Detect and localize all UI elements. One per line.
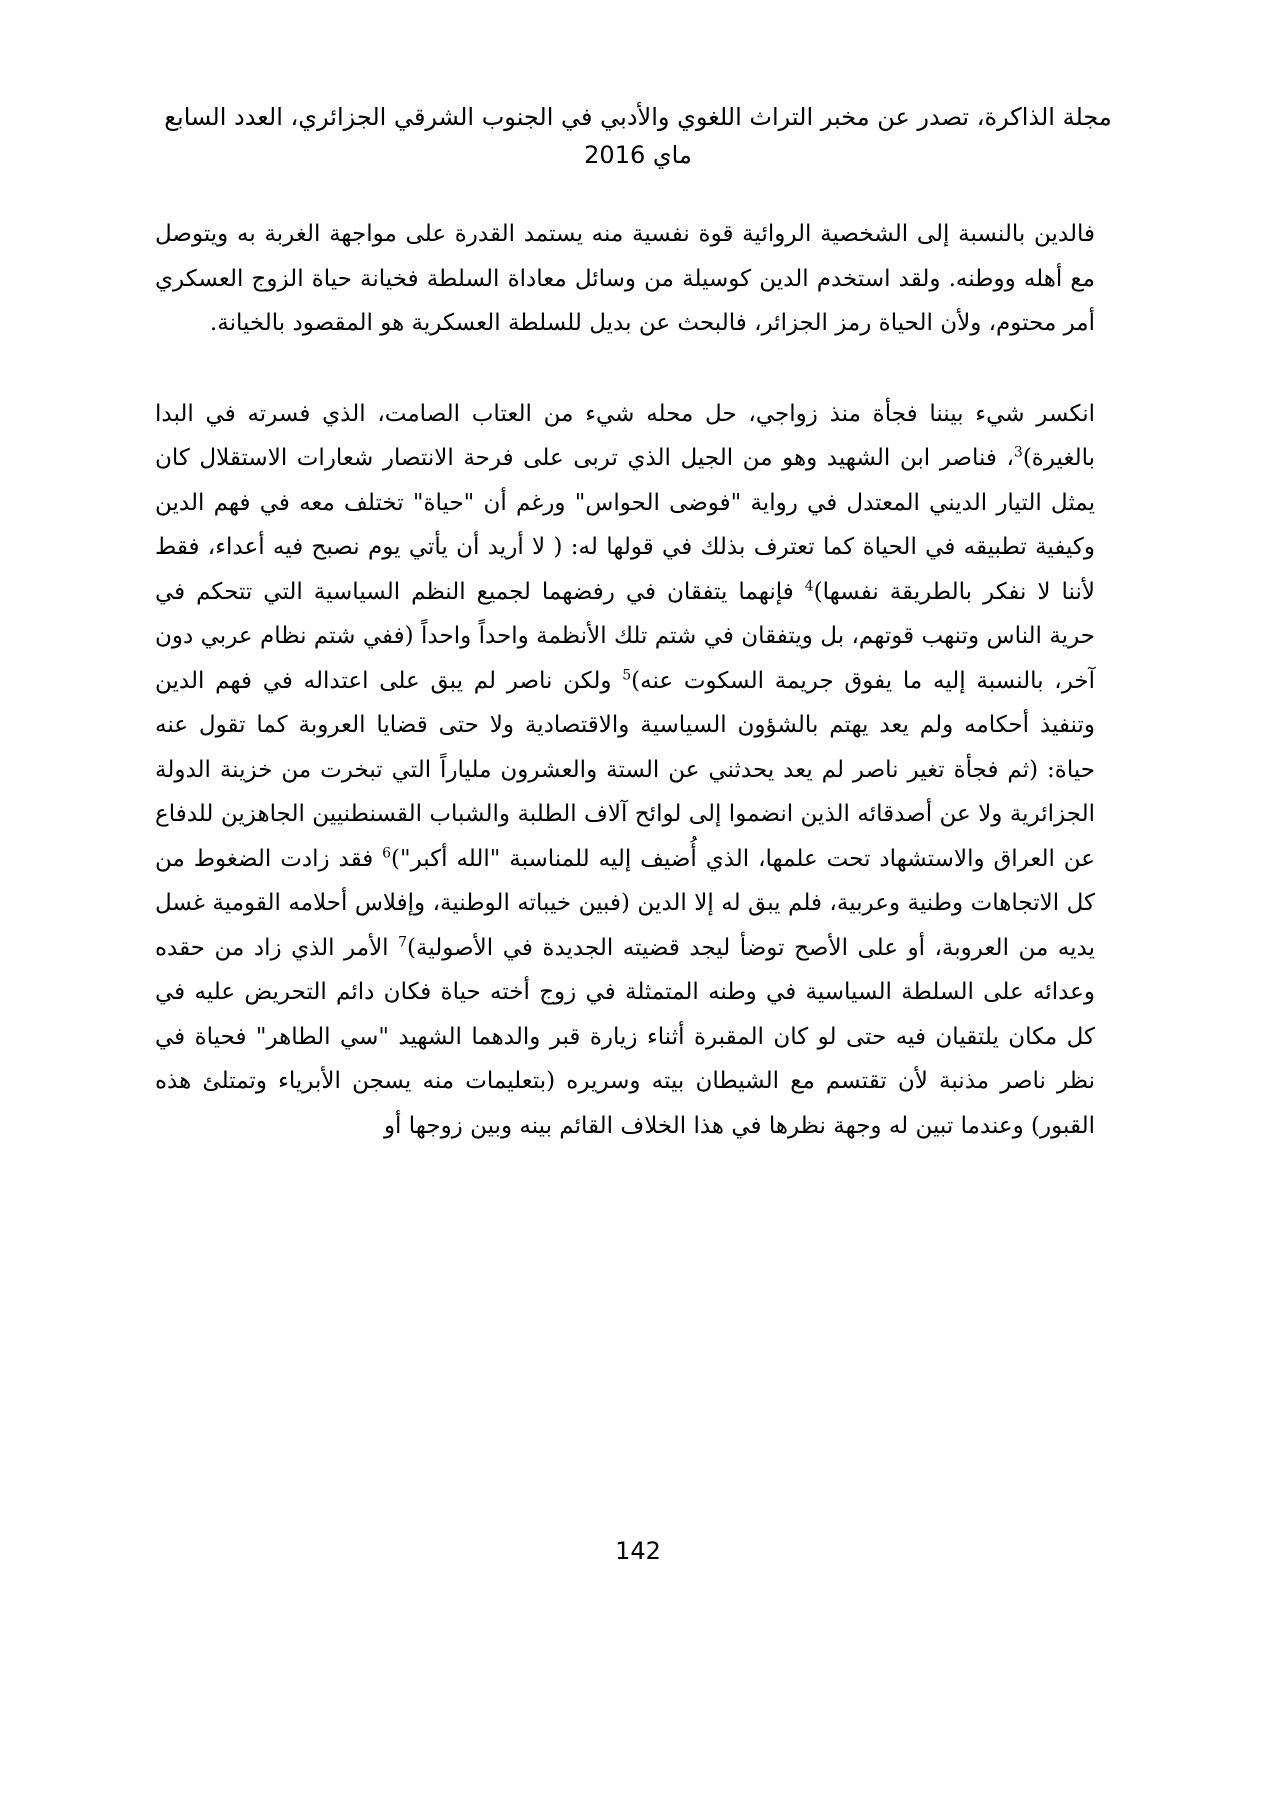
page-number: 142 bbox=[615, 1537, 661, 1565]
paragraph-2-text: فقد زادت الضغوط من كل الاتجاهات وطنية وعربية، فلم يبق له إلا الدين (فبين خيباته الوطنية، وإفلاس أحلامه القومية غسل يديه من العروبة، أو على الأصح توضأ ليجد قضيته الجديدة في الأصولية) bbox=[155, 845, 1096, 961]
footnote-ref-4: 4 bbox=[804, 577, 814, 594]
paragraph-2-text: انكسر شيء بيننا فجأة منذ زواجي، حل محله شيء من العتاب الصامت، الذي فسرته في البدا بالغيرة) bbox=[155, 400, 1095, 471]
footnote-ref-3: 3 bbox=[1013, 444, 1023, 461]
paragraph-2-text: الأمر الذي زاد من حقده وعدائه على السلطة السياسية في وطنه المتمثلة في زوج أخته حياة فكان دائم التحريض عليه في كل مكان يلتقيان فيه حتى لو كان المقبرة أثناء زيارة قبر والدهما الشهيد "سي الطاهر" فحياة في نظر ناصر مذنبة لأن تقتسم مع الشيطان بيته وسريره (بتعليمات منه يسجن الأبرياء وتمتلئ هذه القبور) وعندما تبين له وجهة نظرها في هذا الخلاف القائم بينه وبين زوجها أو bbox=[155, 934, 1095, 1139]
main-text bbox=[155, 212, 1095, 1148]
paragraph-1: فالدين بالنسبة إلى الشخصية الروائية قوة نفسية منه يستمد القدرة على مواجهة الغربة به ويتوصل مع أهله ووطنه. ولقد استخدم الدين كوسيلة من وسائل معاداة السلطة فخيانة حياة الزوج العسكري أمر محتوم، ولأن الحياة رمز الجزائر، فالبحث عن بديل للسلطة العسكرية هو المقصود بالخيانة. bbox=[155, 221, 1095, 336]
footnote-ref-6: 6 bbox=[382, 844, 392, 861]
paragraph-2 bbox=[155, 392, 1095, 1149]
paragraph-2-text: فإنهما يتفقان في رفضهما لجميع النظم السياسية التي تتحكم في حرية الناس وتنهب قوتهم، بل ويتفقان في شتم تلك الأنظمة واحداً واحداً (ففي شتم نظام عربي دون آخر، بالنسبة إليه ما يفوق جريمة السكوت عنه) bbox=[155, 578, 1095, 694]
paragraph-2-text: ، فناصر ابن الشهيد وهو من الجيل الذي تربى على فرحة الانتصار شعارات الاستقلال كان يمثل التيار الديني المعتدل في رواية "فوضى الحواس" ورغم أن "حياة" تختلف معه في فهم الدين وكيفية تطبيقه في الحياة كما تعترف بذلك في قولها له: ( لا أريد أن يأتي يوم نصبح فيه أعداء، فقط لأننا لا نفكر بالطريقة نفسها) bbox=[155, 445, 1095, 605]
issue-date-line: ماي 2016 bbox=[584, 141, 692, 169]
running-header bbox=[100, 98, 1176, 174]
footnote-ref-5: 5 bbox=[622, 666, 632, 683]
paragraph-2-text: ولكن ناصر لم يبق على اعتداله في فهم الدين وتنفيذ أحكامه ولم يعد يهتم بالشؤون السياسية والاقتصادية ولا حتى قضايا العروبة كما تقول عنه حياة: (ثم فجأة تغير ناصر لم يعد يحدثني عن الستة والعشرون ملياراً التي تبخرت من خزينة الدولة الجزائرية ولا عن أصدقائه الذين انضموا إلى لوائح آلاف الطلبة والشباب القسنطنيين الجاهزين للدفاع عن العراق والاستشهاد تحت علمها، الذي أُضيف إليه للمناسبة "الله أكبر") bbox=[155, 667, 1096, 872]
footnote-ref-7: 7 bbox=[398, 933, 408, 950]
journal-title-line: مجلة الذاكرة، تصدر عن مخبر التراث اللغوي والأدبي في الجنوب الشرقي الجزائري، العدد السابع bbox=[164, 103, 1112, 131]
